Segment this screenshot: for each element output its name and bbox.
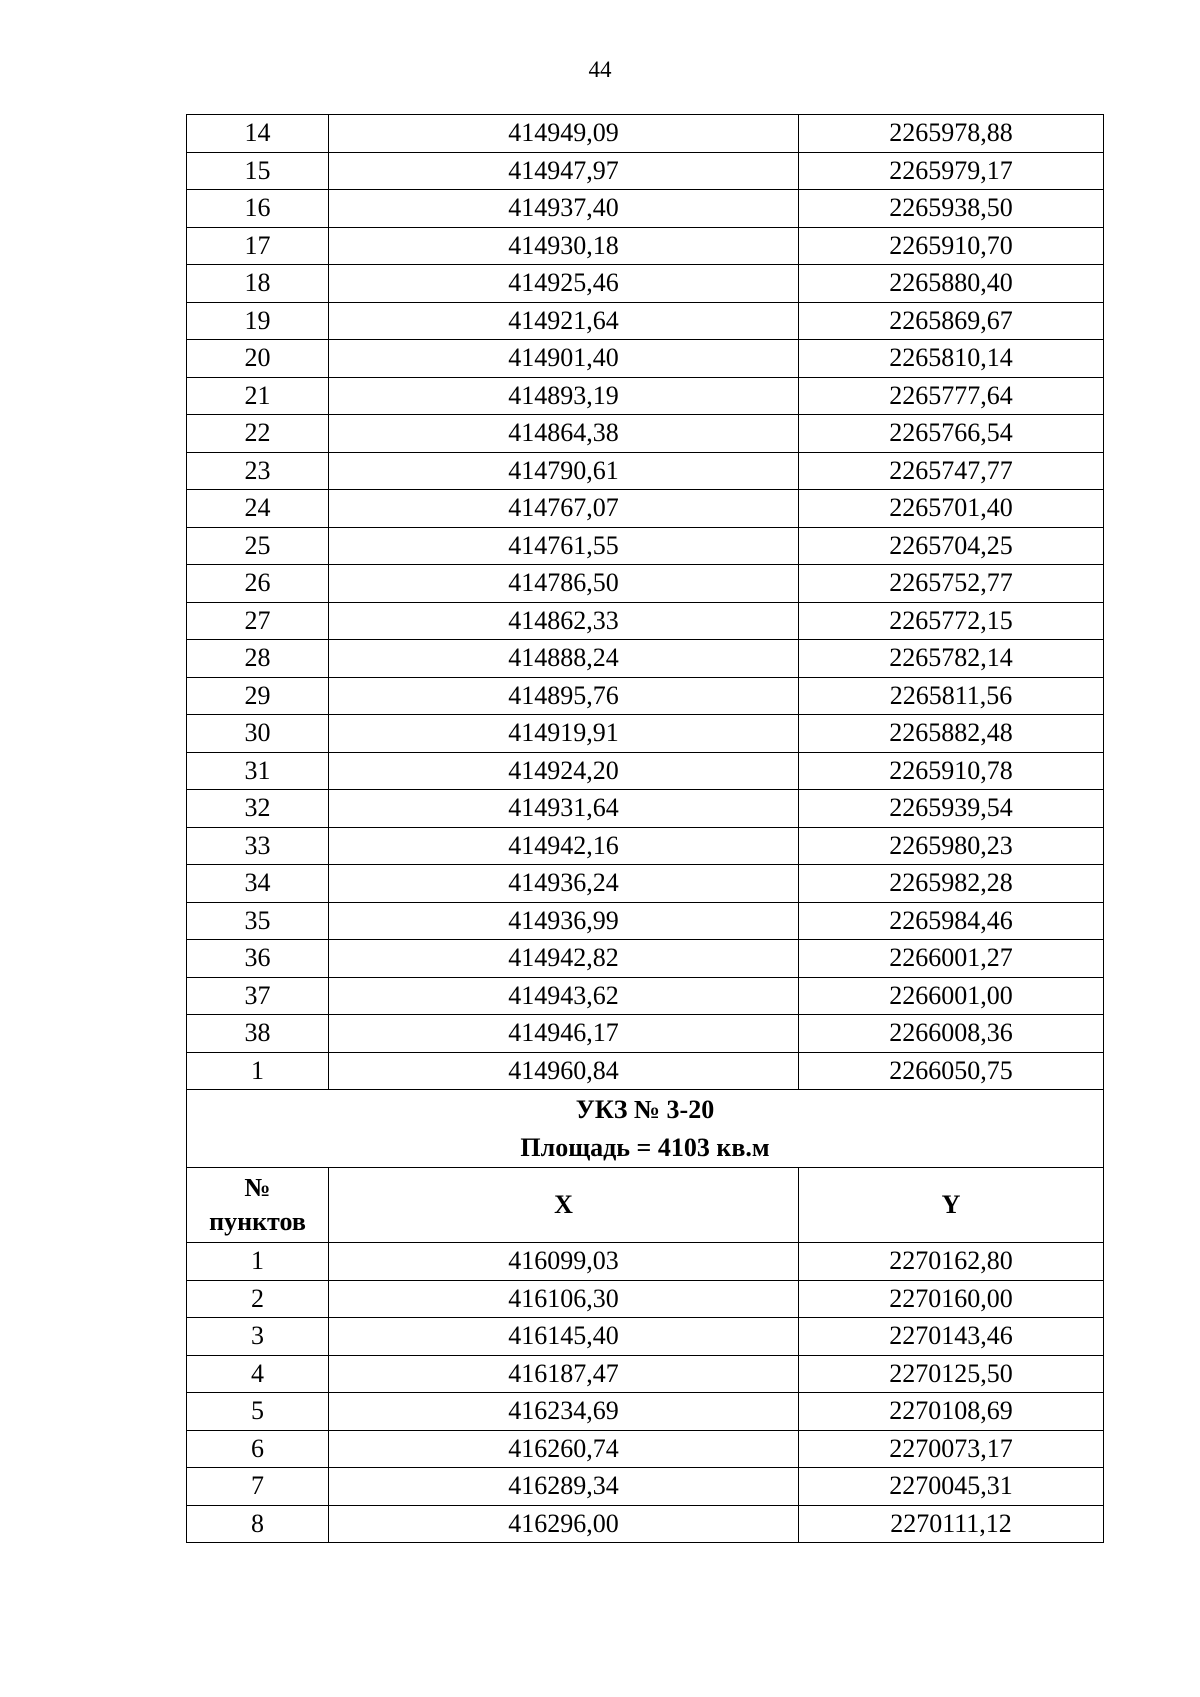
- x-coordinate-cell: 414946,17: [329, 1015, 799, 1053]
- point-number-cell: 8: [187, 1505, 329, 1543]
- y-coordinate-cell: 2265777,64: [799, 377, 1104, 415]
- table-row: [187, 640, 1104, 678]
- y-coordinate-cell: 2270045,31: [799, 1468, 1104, 1506]
- x-coordinate-cell: 414864,38: [329, 415, 799, 453]
- point-number-cell: 5: [187, 1393, 329, 1431]
- header-point-number-line2: пунктов: [209, 1207, 306, 1236]
- coordinates-table-bottom: [187, 1243, 1104, 1543]
- point-number-cell: 17: [187, 227, 329, 265]
- table-row: [187, 152, 1104, 190]
- table-row: [187, 827, 1104, 865]
- table-row: [187, 1243, 1104, 1281]
- point-number-cell: 7: [187, 1468, 329, 1506]
- header-y: Y: [799, 1168, 1104, 1243]
- table-row: [187, 565, 1104, 603]
- table-row: [187, 1468, 1104, 1506]
- point-number-cell: 30: [187, 715, 329, 753]
- x-coordinate-cell: 416145,40: [329, 1318, 799, 1356]
- x-coordinate-cell: 414790,61: [329, 452, 799, 490]
- section-block: [187, 1090, 1104, 1243]
- column-header-row: [187, 1168, 1104, 1243]
- y-coordinate-cell: 2265982,28: [799, 865, 1104, 903]
- page-number: 44: [588, 57, 612, 82]
- table-row: [187, 1355, 1104, 1393]
- header-x: X: [329, 1168, 799, 1243]
- x-coordinate-cell: 414936,24: [329, 865, 799, 903]
- y-coordinate-cell: 2266050,75: [799, 1052, 1104, 1090]
- y-coordinate-cell: 2265701,40: [799, 490, 1104, 528]
- y-coordinate-cell: 2270143,46: [799, 1318, 1104, 1356]
- y-coordinate-cell: 2270111,12: [799, 1505, 1104, 1543]
- x-coordinate-cell: 414936,99: [329, 902, 799, 940]
- table-row: [187, 452, 1104, 490]
- x-coordinate-cell: 414786,50: [329, 565, 799, 603]
- header-point-number-line1: №: [244, 1173, 271, 1202]
- point-number-cell: 24: [187, 490, 329, 528]
- coordinates-table: [186, 114, 1104, 1543]
- y-coordinate-cell: 2265882,48: [799, 715, 1104, 753]
- x-coordinate-cell: 414893,19: [329, 377, 799, 415]
- y-coordinate-cell: 2270108,69: [799, 1393, 1104, 1431]
- x-coordinate-cell: 416187,47: [329, 1355, 799, 1393]
- table-row: [187, 940, 1104, 978]
- y-coordinate-cell: 2265747,77: [799, 452, 1104, 490]
- x-coordinate-cell: 414919,91: [329, 715, 799, 753]
- y-coordinate-cell: 2270073,17: [799, 1430, 1104, 1468]
- point-number-cell: 26: [187, 565, 329, 603]
- y-coordinate-cell: 2270162,80: [799, 1243, 1104, 1281]
- y-coordinate-cell: 2265978,88: [799, 115, 1104, 153]
- y-coordinate-cell: 2265869,67: [799, 302, 1104, 340]
- x-coordinate-cell: 416289,34: [329, 1468, 799, 1506]
- x-coordinate-cell: 414862,33: [329, 602, 799, 640]
- y-coordinate-cell: 2265704,25: [799, 527, 1104, 565]
- point-number-cell: 34: [187, 865, 329, 903]
- point-number-cell: 21: [187, 377, 329, 415]
- y-coordinate-cell: 2265752,77: [799, 565, 1104, 603]
- table-row: [187, 790, 1104, 828]
- x-coordinate-cell: 416106,30: [329, 1280, 799, 1318]
- y-coordinate-cell: 2265910,70: [799, 227, 1104, 265]
- point-number-cell: 4: [187, 1355, 329, 1393]
- y-coordinate-cell: 2265810,14: [799, 340, 1104, 378]
- table-row: [187, 340, 1104, 378]
- y-coordinate-cell: 2265938,50: [799, 190, 1104, 228]
- table-row: [187, 1430, 1104, 1468]
- point-number-cell: 16: [187, 190, 329, 228]
- point-number-cell: 15: [187, 152, 329, 190]
- table-row: [187, 265, 1104, 303]
- y-coordinate-cell: 2265782,14: [799, 640, 1104, 678]
- table-row: [187, 227, 1104, 265]
- point-number-cell: 14: [187, 115, 329, 153]
- point-number-cell: 29: [187, 677, 329, 715]
- x-coordinate-cell: 414930,18: [329, 227, 799, 265]
- y-coordinate-cell: 2265880,40: [799, 265, 1104, 303]
- y-coordinate-cell: 2265979,17: [799, 152, 1104, 190]
- point-number-cell: 6: [187, 1430, 329, 1468]
- x-coordinate-cell: 414924,20: [329, 752, 799, 790]
- table-row: [187, 977, 1104, 1015]
- table-row: [187, 1505, 1104, 1543]
- x-coordinate-cell: 416260,74: [329, 1430, 799, 1468]
- point-number-cell: 27: [187, 602, 329, 640]
- y-coordinate-cell: 2265811,56: [799, 677, 1104, 715]
- x-coordinate-cell: 414895,76: [329, 677, 799, 715]
- section-title: УКЗ № 3-20: [575, 1094, 715, 1124]
- table-row: [187, 677, 1104, 715]
- x-coordinate-cell: 414921,64: [329, 302, 799, 340]
- point-number-cell: 22: [187, 415, 329, 453]
- table-row: [187, 715, 1104, 753]
- table-row: [187, 377, 1104, 415]
- x-coordinate-cell: 416099,03: [329, 1243, 799, 1281]
- y-coordinate-cell: 2265910,78: [799, 752, 1104, 790]
- point-number-cell: 36: [187, 940, 329, 978]
- y-coordinate-cell: 2270160,00: [799, 1280, 1104, 1318]
- table-row: [187, 490, 1104, 528]
- section-title-cell: [187, 1090, 1104, 1168]
- x-coordinate-cell: 414937,40: [329, 190, 799, 228]
- coordinates-table-top: [187, 115, 1104, 1090]
- x-coordinate-cell: 414767,07: [329, 490, 799, 528]
- point-number-cell: 1: [187, 1052, 329, 1090]
- x-coordinate-cell: 414761,55: [329, 527, 799, 565]
- table-row: [187, 902, 1104, 940]
- x-coordinate-cell: 414942,16: [329, 827, 799, 865]
- x-coordinate-cell: 414942,82: [329, 940, 799, 978]
- point-number-cell: 37: [187, 977, 329, 1015]
- table-row: [187, 752, 1104, 790]
- table-row: [187, 190, 1104, 228]
- point-number-cell: 18: [187, 265, 329, 303]
- table-row: [187, 115, 1104, 153]
- point-number-cell: 31: [187, 752, 329, 790]
- table-row: [187, 1015, 1104, 1053]
- point-number-cell: 3: [187, 1318, 329, 1356]
- x-coordinate-cell: 414949,09: [329, 115, 799, 153]
- x-coordinate-cell: 416234,69: [329, 1393, 799, 1431]
- y-coordinate-cell: 2266001,00: [799, 977, 1104, 1015]
- x-coordinate-cell: 414960,84: [329, 1052, 799, 1090]
- point-number-cell: 25: [187, 527, 329, 565]
- table-row: [187, 527, 1104, 565]
- point-number-cell: 23: [187, 452, 329, 490]
- point-number-cell: 33: [187, 827, 329, 865]
- y-coordinate-cell: 2266001,27: [799, 940, 1104, 978]
- point-number-cell: 1: [187, 1243, 329, 1281]
- point-number-cell: 32: [187, 790, 329, 828]
- point-number-cell: 38: [187, 1015, 329, 1053]
- table-row: [187, 602, 1104, 640]
- section-area: Площадь = 4103 кв.м: [520, 1132, 770, 1162]
- x-coordinate-cell: 414931,64: [329, 790, 799, 828]
- y-coordinate-cell: 2265772,15: [799, 602, 1104, 640]
- y-coordinate-cell: 2265980,23: [799, 827, 1104, 865]
- section-title-row: [187, 1090, 1104, 1168]
- y-coordinate-cell: 2266008,36: [799, 1015, 1104, 1053]
- table-row: [187, 1318, 1104, 1356]
- x-coordinate-cell: 414901,40: [329, 340, 799, 378]
- table-row: [187, 1280, 1104, 1318]
- point-number-cell: 28: [187, 640, 329, 678]
- header-point-number: [187, 1168, 329, 1243]
- point-number-cell: 35: [187, 902, 329, 940]
- point-number-cell: 20: [187, 340, 329, 378]
- x-coordinate-cell: 414888,24: [329, 640, 799, 678]
- y-coordinate-cell: 2265939,54: [799, 790, 1104, 828]
- y-coordinate-cell: 2270125,50: [799, 1355, 1104, 1393]
- table-row: [187, 302, 1104, 340]
- x-coordinate-cell: 414925,46: [329, 265, 799, 303]
- y-coordinate-cell: 2265766,54: [799, 415, 1104, 453]
- table-row: [187, 1052, 1104, 1090]
- x-coordinate-cell: 416296,00: [329, 1505, 799, 1543]
- point-number-cell: 19: [187, 302, 329, 340]
- x-coordinate-cell: 414947,97: [329, 152, 799, 190]
- point-number-cell: 2: [187, 1280, 329, 1318]
- table-row: [187, 1393, 1104, 1431]
- y-coordinate-cell: 2265984,46: [799, 902, 1104, 940]
- x-coordinate-cell: 414943,62: [329, 977, 799, 1015]
- table-row: [187, 865, 1104, 903]
- table-row: [187, 415, 1104, 453]
